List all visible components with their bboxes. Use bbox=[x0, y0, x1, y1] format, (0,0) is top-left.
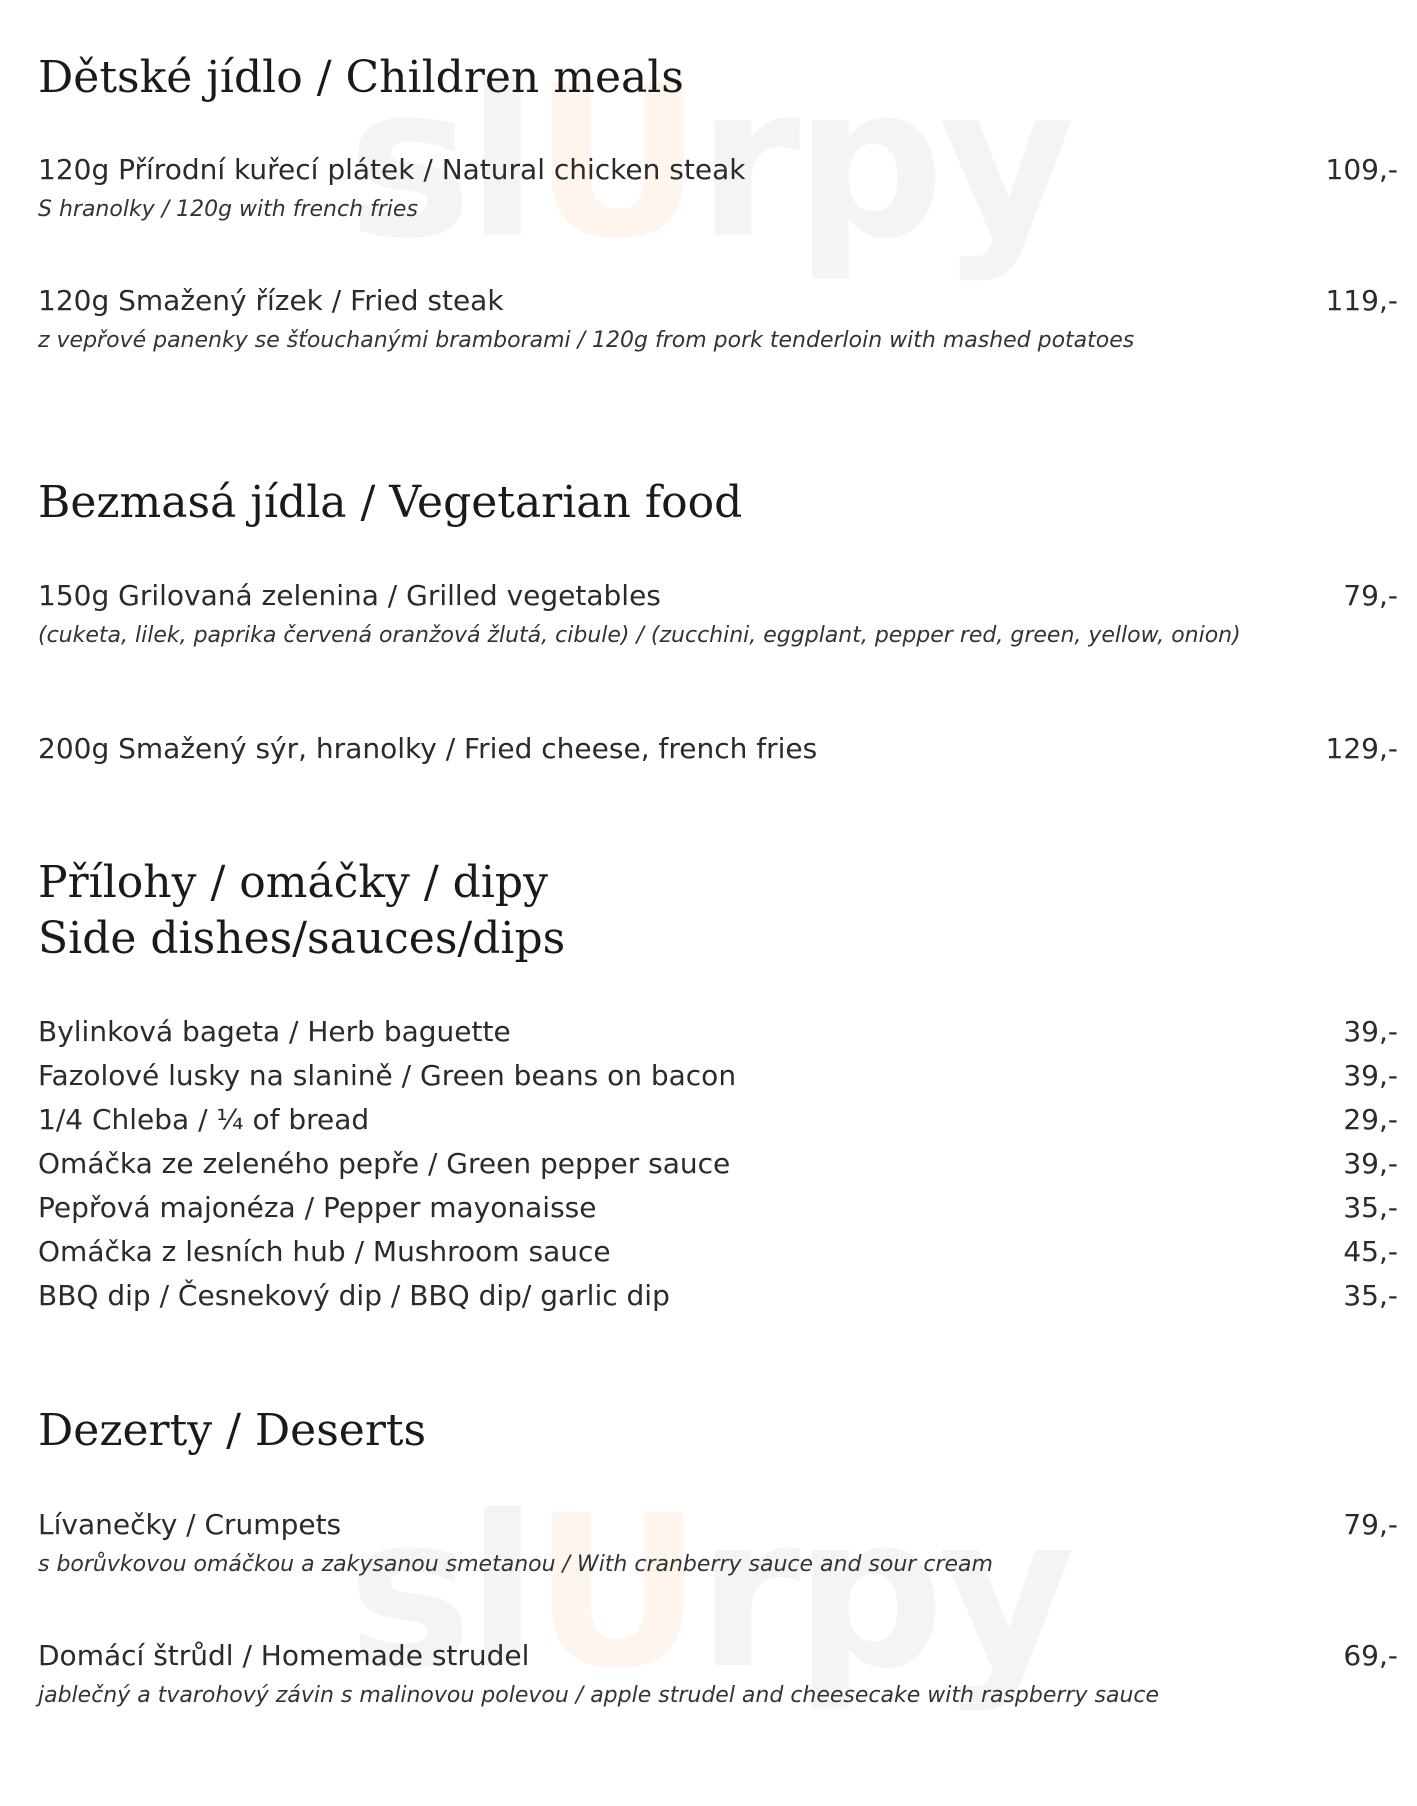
menu-item-name: 1/4 Chleba / ¼ of bread bbox=[38, 1103, 370, 1136]
menu-item-name: Omáčka z lesních hub / Mushroom sauce bbox=[38, 1235, 611, 1268]
menu-item-price: 109,- bbox=[1325, 153, 1398, 186]
menu-item-description: jablečný a tvarohový závin s malinovou polevou / apple strudel and cheesecake with raspberry sauce bbox=[38, 1683, 1160, 1708]
watermark-logo: U bbox=[532, 40, 697, 285]
menu-item-price: 29,- bbox=[1343, 1103, 1398, 1136]
menu-item-name: Lívanečky / Crumpets bbox=[38, 1508, 342, 1541]
menu-item-name: 150g Grilovaná zelenina / Grilled vegetables bbox=[38, 579, 661, 612]
menu-item-price: 39,- bbox=[1343, 1147, 1398, 1180]
menu-item-name: Fazolové lusky na slanině / Green beans on bacon bbox=[38, 1059, 737, 1092]
menu-item-description: s borůvkovou omáčkou a zakysanou smetanou / With cranberry sauce and sour cream bbox=[38, 1552, 993, 1577]
menu-item-price: 79,- bbox=[1343, 579, 1398, 612]
menu-item-description: z vepřové panenky se šťouchanými bramborami / 120g from pork tenderloin with mashed potatoes bbox=[38, 328, 1135, 353]
section-title-side-dishes: Přílohy / omáčky / dipy Side dishes/sauces/dips bbox=[38, 857, 566, 964]
section-title-children-meals: Dětské jídlo / Children meals bbox=[38, 52, 684, 103]
menu-item-price: 35,- bbox=[1343, 1191, 1398, 1224]
menu-item-price: 129,- bbox=[1325, 732, 1398, 765]
menu-item-name: 120g Přírodní kuřecí plátek / Natural chicken steak bbox=[38, 153, 746, 186]
section-title-vegetarian-food: Bezmasá jídla / Vegetarian food bbox=[38, 477, 743, 528]
menu-item-description: S hranolky / 120g with french fries bbox=[38, 197, 418, 222]
menu-item-name: 120g Smažený řízek / Fried steak bbox=[38, 284, 504, 317]
menu-item-price: 35,- bbox=[1343, 1279, 1398, 1312]
menu-item-description: (cuketa, lilek, paprika červená oranžová žlutá, cibule) / (zucchini, eggplant, pepper red, green, yellow, onion) bbox=[38, 623, 1241, 648]
watermark-logo: U bbox=[532, 1470, 697, 1715]
menu-item-name: Bylinková bageta / Herb baguette bbox=[38, 1015, 511, 1048]
menu-item-name: 200g Smažený sýr, hranolky / Fried cheese, french fries bbox=[38, 732, 818, 765]
menu-item-price: 39,- bbox=[1343, 1015, 1398, 1048]
menu-item-price: 45,- bbox=[1343, 1235, 1398, 1268]
menu-item-name: Domácí štrůdl / Homemade strudel bbox=[38, 1639, 530, 1672]
menu-item-name: Omáčka ze zeleného pepře / Green pepper sauce bbox=[38, 1147, 731, 1180]
menu-item-price: 39,- bbox=[1343, 1059, 1398, 1092]
menu-item-price: 69,- bbox=[1343, 1639, 1398, 1672]
menu-item-name: BBQ dip / Česnekový dip / BBQ dip/ garlic dip bbox=[38, 1279, 670, 1312]
section-title-deserts: Dezerty / Deserts bbox=[38, 1405, 427, 1456]
menu-item-name: Pepřová majonéza / Pepper mayonaisse bbox=[38, 1191, 597, 1224]
menu-item-price: 79,- bbox=[1343, 1508, 1398, 1541]
menu-item-price: 119,- bbox=[1325, 284, 1398, 317]
